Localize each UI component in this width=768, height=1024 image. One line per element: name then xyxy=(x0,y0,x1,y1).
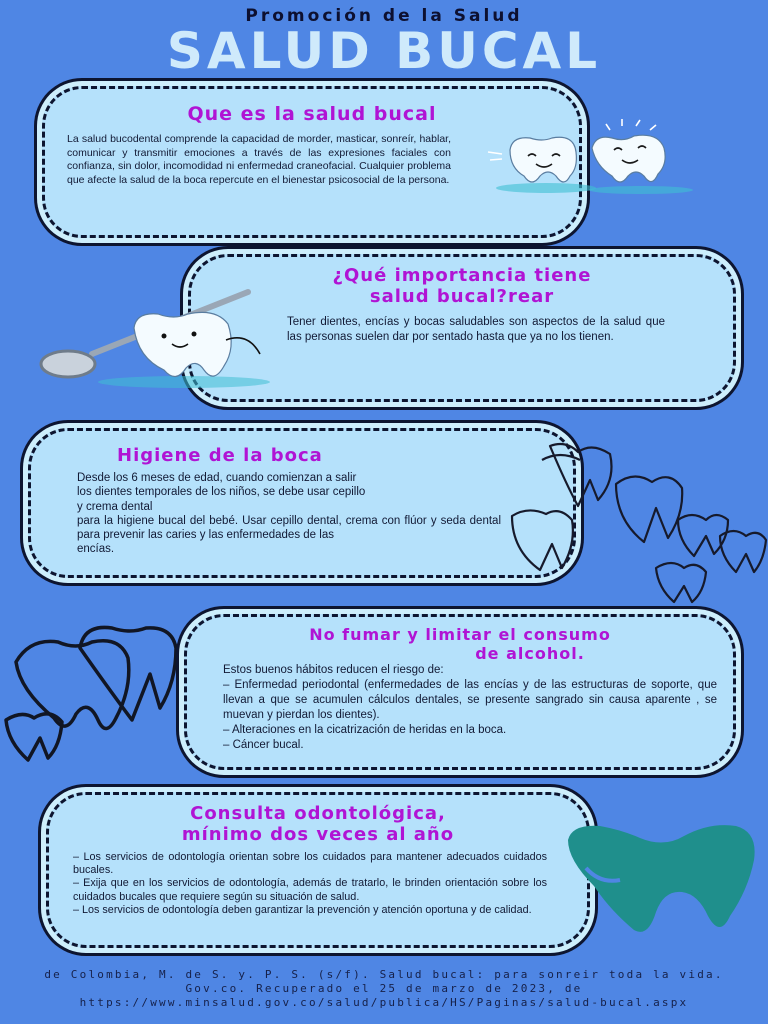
teal-tooth-icon xyxy=(560,820,760,944)
card-importancia-body: Tener dientes, encías y bocas saludables son aspectos de la salud que las personas suelen dar por sentado hasta que ya no los tienen. xyxy=(287,316,665,343)
card-higiene-para: para la higiene bucal del bebé. Usar cepillo dental, crema con flúor y seda dental para prevenir las caries y las enfermedades de las xyxy=(77,514,501,542)
card-consulta xyxy=(46,792,590,948)
card-higiene-line-2: los dientes temporales de los niños, se debe usar cepillo xyxy=(77,486,366,499)
card-no-fumar-line-2: – Enfermedad periodontal (enfermedades de las encías y de las estructuras de soporte, que llevan a que se acumulen cálculos dentales, se presente sangrado sin causa aparente , se muevan y pierdan los dientes). xyxy=(223,679,717,721)
card-no-fumar-line-1: Estos buenos hábitos reducen el riesgo de: xyxy=(223,664,444,676)
citation: de Colombia, M. de S. y. P. S. (s/f). Salud bucal: para sonreir toda la vida. Gov.co. Recuperado el 25 de marzo de 2023, de https://www.minsalud.gov.co/salud/publica/HS/Paginas/salud-bucal.aspx xyxy=(44,968,724,1009)
dental-mirror-tooth-icon xyxy=(38,284,288,392)
card-no-fumar-line-3: – Alteraciones en la cicatrización de heridas en la boca. xyxy=(223,724,507,736)
smiling-teeth-icon xyxy=(486,118,696,200)
card-que-es-heading: Que es la salud bucal xyxy=(187,103,437,125)
teeth-outline-icon xyxy=(506,440,768,604)
card-higiene-line-3: y crema dental xyxy=(77,500,153,513)
card-importancia-heading-2: salud bucal?rear xyxy=(369,286,555,307)
tooth-outline-icon xyxy=(0,618,180,762)
card-no-fumar-line-4: – Cáncer bucal. xyxy=(223,739,304,751)
page-title: SALUD BUCAL xyxy=(166,22,602,80)
card-que-es-body: La salud bucodental comprende la capacidad de morder, masticar, sonreír, hablar, comunicar y transmitir emociones a través de las expresiones faciales con confianza, sin dolor, incomodidad ni enfermedad craneofacial. Cualquier problema que afecte la salud de la boca repercute en el bienestar psicosocial de la persona. xyxy=(67,133,451,186)
card-consulta-item-1: – Los servicios de odontología orientan sobre los cuidados para mantener adecuados cuidados bucales. xyxy=(73,851,547,877)
card-no-fumar xyxy=(184,614,736,770)
card-importancia-heading-1: ¿Qué importancia tiene xyxy=(332,265,592,286)
card-higiene-line-end: encías. xyxy=(77,543,115,556)
card-higiene xyxy=(28,428,576,578)
card-consulta-item-3: – Los servicios de odontología deben garantizar la prevención y atención oportuna y de calidad. xyxy=(73,903,532,916)
card-higiene-line-1: Desde los 6 meses de edad, cuando comienzan a salir xyxy=(77,472,357,484)
card-no-fumar-heading-2: de alcohol. xyxy=(475,644,585,663)
card-higiene-heading: Higiene de la boca xyxy=(117,445,323,466)
pretitle: Promoción de la Salud xyxy=(245,6,523,26)
card-consulta-heading-2: mínimo dos veces al año xyxy=(181,824,455,845)
card-no-fumar-heading-1: No fumar y limitar el consumo xyxy=(309,625,611,644)
card-consulta-heading-1: Consulta odontológica, xyxy=(190,803,446,824)
card-consulta-item-2: – Exija que en los servicios de odontología, además de tratarlo, le brinden orientación sobre los cuidados bucales que requiere según su situación de salud. xyxy=(73,877,547,903)
